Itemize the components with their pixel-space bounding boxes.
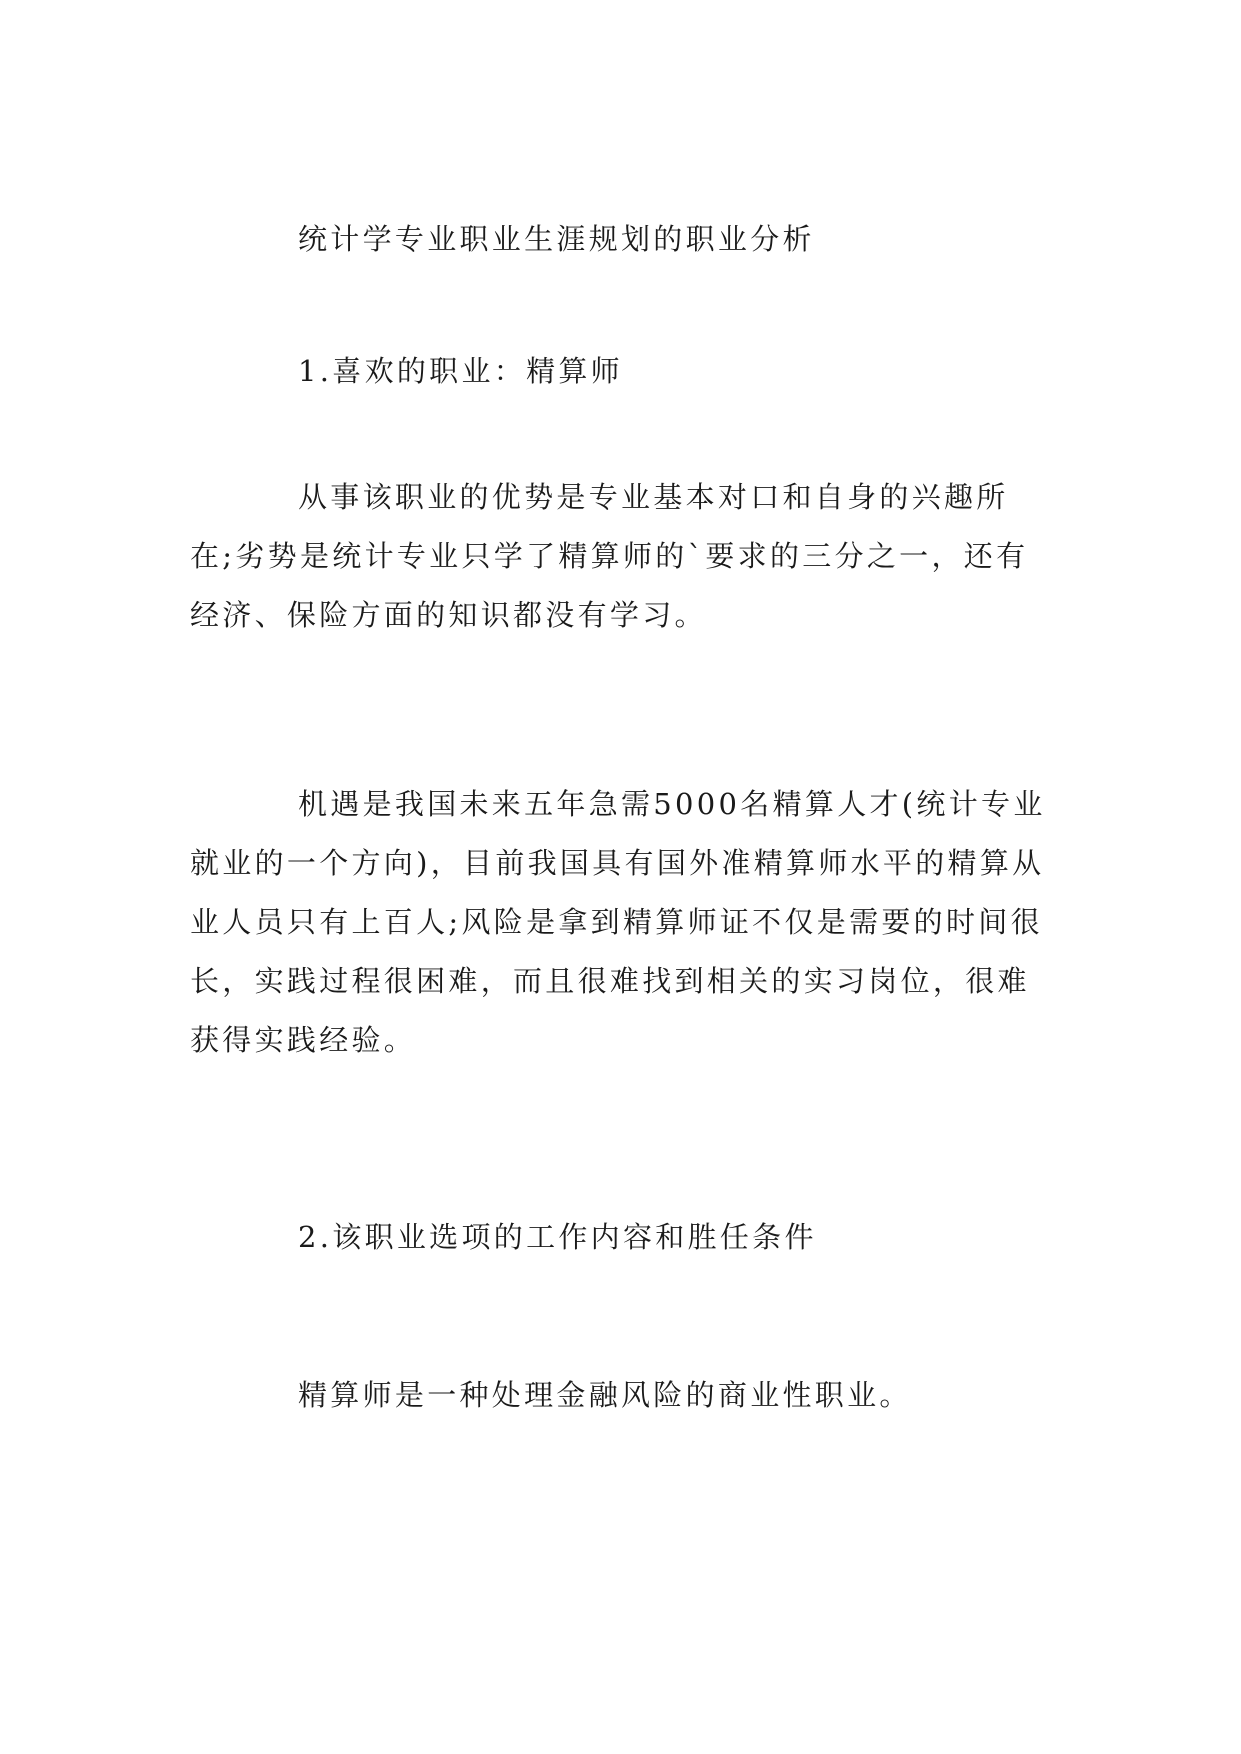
- section-heading-2: 2.该职业选项的工作内容和胜任条件: [298, 1220, 817, 1254]
- document-title: 统计学专业职业生涯规划的职业分析: [298, 222, 815, 256]
- paragraph-3: 精算师是一种处理金融风险的商业性职业。: [298, 1378, 912, 1412]
- paragraph-1: 从事该职业的优势是专业基本对口和自身的兴趣所在;劣势是统计专业只学了精算师的`要求的三分之一，还有经济、保险方面的知识都没有学习。: [190, 480, 1029, 632]
- section-heading-1: 1.喜欢的职业：精算师: [298, 354, 623, 388]
- paragraph-2: 机遇是我国未来五年急需5000名精算人才(统计专业就业的一个方向)，目前我国具有国外准精算师水平的精算从业人员只有上百人;风险是拿到精算师证不仅是需要的时间很长，实践过程很困难，而且很难找到相关的实习岗位，很难获得实践经验。: [190, 787, 1046, 1057]
